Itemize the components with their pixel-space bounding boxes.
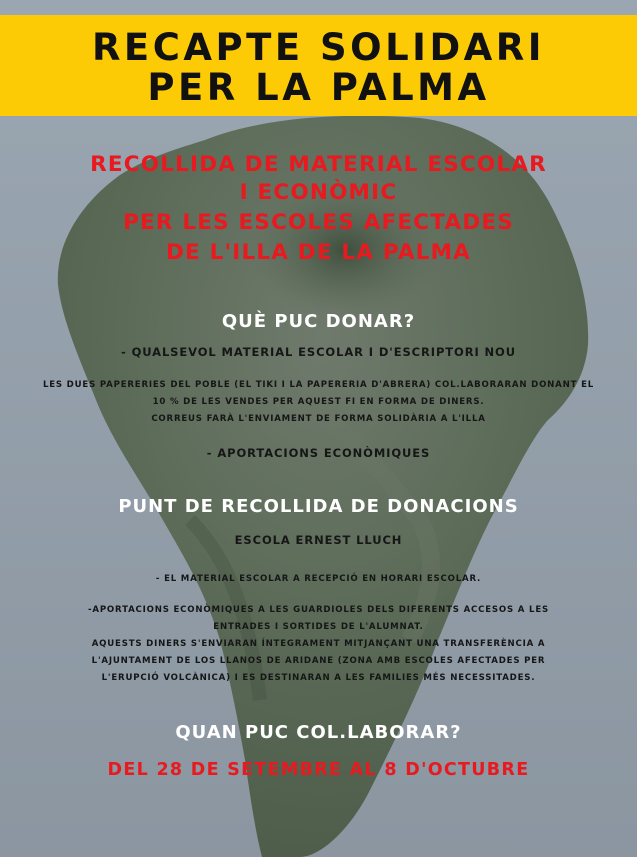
where-note-economic-line-5: L'ERUPCIÓ VOLCÀNICA) I ES DESTINARAN A LES FAMILIES MÉS NECESSITADES. <box>101 673 536 683</box>
what-detail-line-1: LES DUES PAPERERIES DEL POBLE (EL TIKI I LA PAPERERIA D'ABRERA) COL.LABORARAN DONANT EL <box>42 380 595 390</box>
where-note-economic-line-3: AQUESTS DINERS S'ENVIARAN ÍNTEGRAMENT MITJANÇANT UNA TRANSFERÈNCIA A <box>91 639 546 649</box>
what-item-school-material: - QUALSEVOL MATERIAL ESCOLAR I D'ESCRIPTORI NOU <box>121 345 516 359</box>
what-item-economic: - APORTACIONS ECONÒMIQUES <box>206 446 431 460</box>
headline-line-3: PER LES ESCOLES AFECTADES <box>123 210 514 235</box>
headline-line-4: DE L'ILLA DE LA PALMA <box>165 240 472 265</box>
banner-title-line-1: RECAPTE SOLIDARI <box>91 26 546 69</box>
collection-dates: DEL 28 DE SETEMBRE AL 8 D'OCTUBRE <box>107 760 530 780</box>
when-section-title: QUAN PUC COL.LABORAR? <box>175 722 462 743</box>
where-note-economic-line-2: ENTRADES I SORTIDES DE L'ALUMNAT. <box>213 622 424 632</box>
where-note-material: - EL MATERIAL ESCOLAR A RECEPCIÓ EN HORARI ESCOLAR. <box>155 574 482 584</box>
where-section-title: PUNT DE RECOLLIDA DE DONACIONS <box>118 496 519 517</box>
what-section-title: QUÈ PUC DONAR? <box>221 311 416 332</box>
what-detail-line-3: CORREUS FARÀ L'ENVIAMENT DE FORMA SOLIDÀRIA A L'ILLA <box>151 414 486 424</box>
where-place: ESCOLA ERNEST LLUCH <box>234 533 403 547</box>
where-note-economic-line-4: L'AJUNTAMENT DE LOS LLANOS DE ARIDANE (ZONA AMB ESCOLES AFECTADES PER <box>91 656 546 666</box>
what-detail-line-2: 10 % DE LES VENDES PER AQUEST FI EN FORMA DE DINERS. <box>152 397 485 407</box>
banner-title-line-2: PER LA PALMA <box>147 66 490 109</box>
where-note-economic-line-1: -APORTACIONS ECONÒMIQUES A LES GUARDIOLES DELS DIFERENTS ACCESOS A LES <box>88 605 549 615</box>
headline-line-1: RECOLLIDA DE MATERIAL ESCOLAR <box>90 152 547 177</box>
headline-line-2: I ECONÒMIC <box>239 180 398 205</box>
